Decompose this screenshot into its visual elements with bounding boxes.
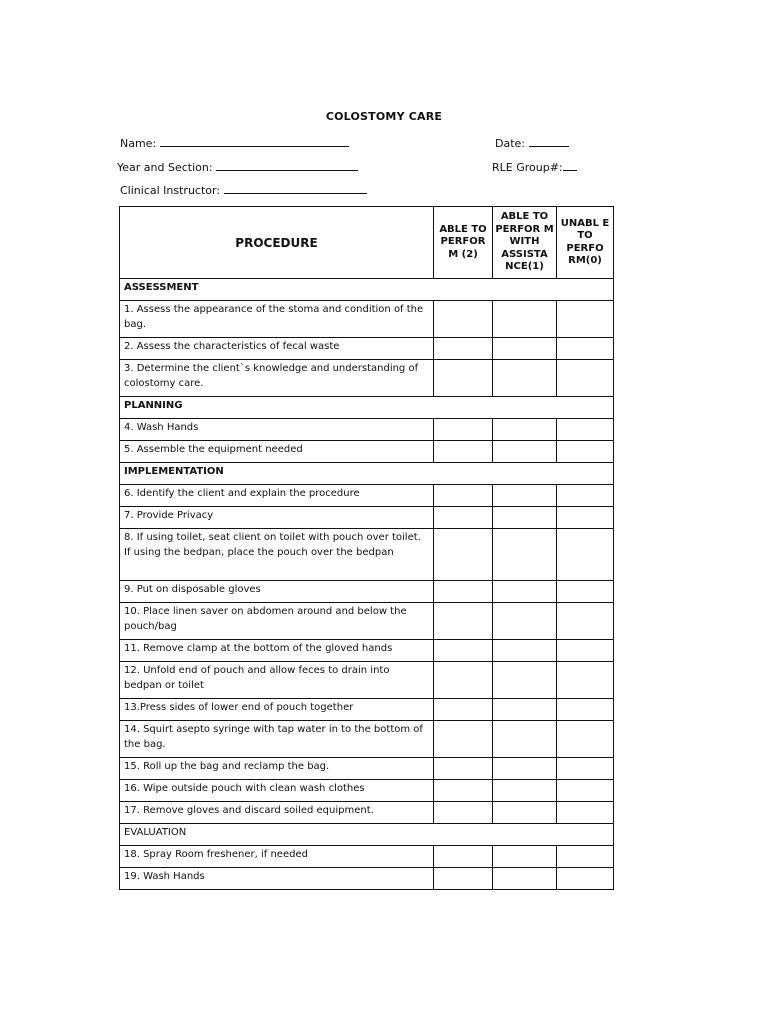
able-with-assistance-cell[interactable] xyxy=(493,846,557,868)
procedure-step: 9. Put on disposable gloves xyxy=(120,581,434,603)
able-to-perform-cell[interactable] xyxy=(434,662,493,699)
able-to-perform-cell[interactable] xyxy=(434,780,493,802)
unable-to-perform-cell[interactable] xyxy=(557,581,614,603)
able-with-assistance-cell[interactable] xyxy=(493,507,557,529)
name-field xyxy=(120,136,349,150)
able-to-perform-cell[interactable] xyxy=(434,802,493,824)
unable-to-perform-cell[interactable] xyxy=(557,485,614,507)
name-label: Name: xyxy=(120,137,157,150)
unable-to-perform-cell[interactable] xyxy=(557,338,614,360)
able-with-assistance-cell[interactable] xyxy=(493,529,557,581)
unable-to-perform-cell[interactable] xyxy=(557,780,614,802)
procedure-step: 7. Provide Privacy xyxy=(120,507,434,529)
unable-to-perform-cell[interactable] xyxy=(557,802,614,824)
able-to-perform-cell[interactable] xyxy=(434,758,493,780)
procedure-step: 12. Unfold end of pouch and allow feces to drain into bedpan or toilet xyxy=(120,662,434,699)
procedure-step: 8. If using toilet, seat client on toilet with pouch over toilet. If using the bedpan, place the pouch over the bedpan xyxy=(120,529,434,581)
able-to-perform-cell[interactable] xyxy=(434,721,493,758)
able-to-perform-cell[interactable] xyxy=(434,485,493,507)
able-to-perform-cell[interactable] xyxy=(434,301,493,338)
able-with-assistance-cell[interactable] xyxy=(493,301,557,338)
able-to-perform-cell[interactable] xyxy=(434,868,493,890)
table-row xyxy=(120,485,614,507)
procedure-step: 3. Determine the client`s knowledge and understanding of colostomy care. xyxy=(120,360,434,397)
able-to-perform-cell[interactable] xyxy=(434,699,493,721)
unable-to-perform-cell[interactable] xyxy=(557,662,614,699)
unable-to-perform-cell[interactable] xyxy=(557,699,614,721)
procedure-step: 16. Wipe outside pouch with clean wash clothes xyxy=(120,780,434,802)
unable-to-perform-cell[interactable] xyxy=(557,868,614,890)
procedure-step: 10. Place linen saver on abdomen around and below the pouch/bag xyxy=(120,603,434,640)
table-header-row xyxy=(120,207,614,279)
able-to-perform-cell[interactable] xyxy=(434,507,493,529)
able-with-assistance-cell[interactable] xyxy=(493,662,557,699)
able-with-assistance-cell[interactable] xyxy=(493,441,557,463)
procedure-step: 14. Squirt asepto syringe with tap water in to the bottom of the bag. xyxy=(120,721,434,758)
table-row xyxy=(120,507,614,529)
table-row xyxy=(120,529,614,581)
able-with-assistance-cell[interactable] xyxy=(493,780,557,802)
procedure-step: 19. Wash Hands xyxy=(120,868,434,890)
unable-to-perform-cell[interactable] xyxy=(557,419,614,441)
able-with-assistance-cell[interactable] xyxy=(493,603,557,640)
unable-to-perform-cell[interactable] xyxy=(557,360,614,397)
section-row xyxy=(120,463,614,485)
able-with-assistance-cell[interactable] xyxy=(493,419,557,441)
unable-to-perform-cell[interactable] xyxy=(557,441,614,463)
clinical-instructor-label: Clinical Instructor: xyxy=(120,184,221,197)
date-blank[interactable] xyxy=(529,136,569,147)
table-row xyxy=(120,802,614,824)
able-with-assistance-cell[interactable] xyxy=(493,640,557,662)
year-section-field xyxy=(117,160,358,174)
table-body xyxy=(120,279,614,890)
section-heading: PLANNING xyxy=(120,397,614,419)
name-blank[interactable] xyxy=(160,136,349,147)
unable-to-perform-cell[interactable] xyxy=(557,640,614,662)
date-label: Date: xyxy=(495,137,525,150)
able-to-perform-cell[interactable] xyxy=(434,581,493,603)
able-with-assistance-cell[interactable] xyxy=(493,338,557,360)
table-row xyxy=(120,868,614,890)
rle-group-label: RLE Group#: xyxy=(492,161,563,174)
procedure-step: 5. Assemble the equipment needed xyxy=(120,441,434,463)
unable-to-perform-cell[interactable] xyxy=(557,846,614,868)
section-row xyxy=(120,824,614,846)
section-row xyxy=(120,279,614,301)
header-able-with-assistance: ABLE TO PERFOR M WITH ASSISTA NCE(1) xyxy=(493,207,557,279)
able-with-assistance-cell[interactable] xyxy=(493,699,557,721)
able-with-assistance-cell[interactable] xyxy=(493,581,557,603)
able-to-perform-cell[interactable] xyxy=(434,419,493,441)
table-row xyxy=(120,780,614,802)
able-with-assistance-cell[interactable] xyxy=(493,485,557,507)
procedure-step: 11. Remove clamp at the bottom of the gloved hands xyxy=(120,640,434,662)
able-to-perform-cell[interactable] xyxy=(434,529,493,581)
procedure-step: 17. Remove gloves and discard soiled equipment. xyxy=(120,802,434,824)
table-row xyxy=(120,640,614,662)
date-field xyxy=(495,136,569,150)
able-to-perform-cell[interactable] xyxy=(434,846,493,868)
table-row xyxy=(120,441,614,463)
table-row xyxy=(120,581,614,603)
unable-to-perform-cell[interactable] xyxy=(557,301,614,338)
header-procedure: PROCEDURE xyxy=(120,207,434,279)
table-row xyxy=(120,603,614,640)
header-able-to-perform: ABLE TO PERFOR M (2) xyxy=(434,207,493,279)
rle-group-field xyxy=(492,160,577,174)
section-row xyxy=(120,397,614,419)
able-with-assistance-cell[interactable] xyxy=(493,758,557,780)
able-to-perform-cell[interactable] xyxy=(434,360,493,397)
able-to-perform-cell[interactable] xyxy=(434,338,493,360)
unable-to-perform-cell[interactable] xyxy=(557,721,614,758)
unable-to-perform-cell[interactable] xyxy=(557,758,614,780)
unable-to-perform-cell[interactable] xyxy=(557,529,614,581)
procedure-step: 1. Assess the appearance of the stoma and condition of the bag. xyxy=(120,301,434,338)
rle-group-blank[interactable] xyxy=(563,160,577,171)
table-row xyxy=(120,662,614,699)
procedure-step: 13.Press sides of lower end of pouch together xyxy=(120,699,434,721)
able-to-perform-cell[interactable] xyxy=(434,441,493,463)
section-heading: ASSESSMENT xyxy=(120,279,614,301)
unable-to-perform-cell[interactable] xyxy=(557,507,614,529)
procedure-step: 2. Assess the characteristics of fecal waste xyxy=(120,338,434,360)
able-to-perform-cell[interactable] xyxy=(434,640,493,662)
procedure-step: 15. Roll up the bag and reclamp the bag. xyxy=(120,758,434,780)
procedure-checklist-table xyxy=(119,206,614,890)
table-row xyxy=(120,699,614,721)
table-row xyxy=(120,360,614,397)
clinical-instructor-blank[interactable] xyxy=(224,183,367,194)
table-row xyxy=(120,419,614,441)
able-with-assistance-cell[interactable] xyxy=(493,360,557,397)
unable-to-perform-cell[interactable] xyxy=(557,603,614,640)
clinical-instructor-field xyxy=(120,183,367,197)
procedure-step: 6. Identify the client and explain the procedure xyxy=(120,485,434,507)
procedure-step: 18. Spray Room freshener, if needed xyxy=(120,846,434,868)
section-heading: IMPLEMENTATION xyxy=(120,463,614,485)
table-row xyxy=(120,721,614,758)
procedure-step: 4. Wash Hands xyxy=(120,419,434,441)
section-heading: EVALUATION xyxy=(120,824,614,846)
able-with-assistance-cell[interactable] xyxy=(493,802,557,824)
year-section-label: Year and Section: xyxy=(117,161,213,174)
able-with-assistance-cell[interactable] xyxy=(493,721,557,758)
able-to-perform-cell[interactable] xyxy=(434,603,493,640)
able-with-assistance-cell[interactable] xyxy=(493,868,557,890)
table-row xyxy=(120,301,614,338)
header-unable-to-perform: UNABL E TO PERFO RM(0) xyxy=(557,207,614,279)
year-section-blank[interactable] xyxy=(216,160,358,171)
page-title: COLOSTOMY CARE xyxy=(325,110,443,123)
table-row xyxy=(120,758,614,780)
table-row xyxy=(120,846,614,868)
table-row xyxy=(120,338,614,360)
